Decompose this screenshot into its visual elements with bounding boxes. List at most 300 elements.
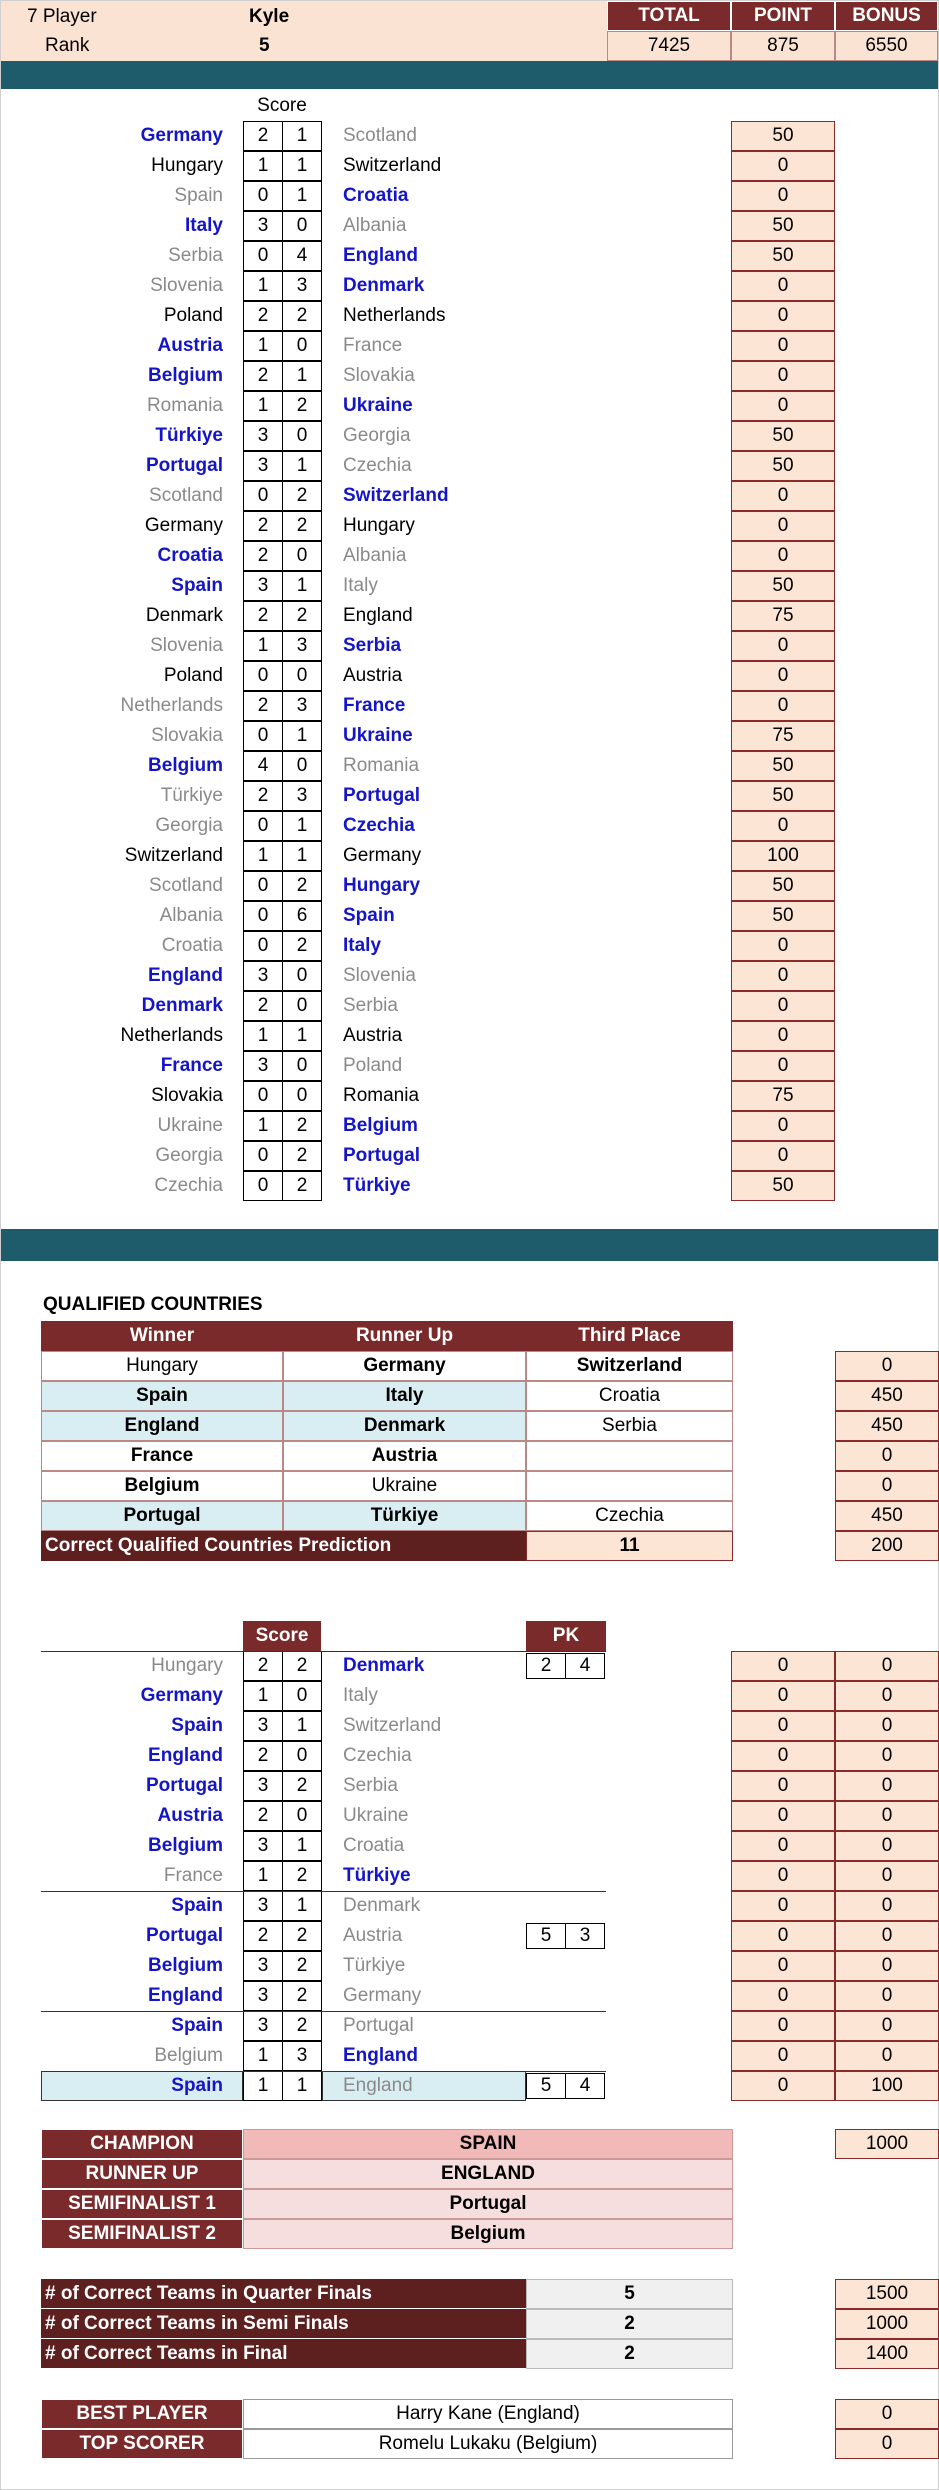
player-label: 7 Player: [27, 6, 97, 27]
group-away-score[interactable]: 2: [282, 391, 322, 421]
group-away-score[interactable]: 2: [282, 1111, 322, 1141]
knockout-away-score[interactable]: 2: [282, 2011, 322, 2041]
qualified-third: Czechia: [526, 1501, 733, 1531]
group-away-score[interactable]: 6: [282, 901, 322, 931]
knockout-home-score[interactable]: 1: [243, 1681, 283, 1711]
group-away-team: Ukraine: [343, 395, 413, 416]
qualified-points: 0: [835, 1471, 939, 1501]
group-away-score[interactable]: 1: [282, 151, 322, 181]
correct-qualified-points: 200: [835, 1531, 939, 1561]
group-home-score[interactable]: 2: [243, 781, 283, 811]
group-away-team: Romania: [343, 1085, 420, 1106]
knockout-home-score[interactable]: 3: [243, 2011, 283, 2041]
group-away-score[interactable]: 4: [282, 241, 322, 271]
group-home-score[interactable]: 0: [243, 871, 283, 901]
correct-teams-points: 1500: [835, 2279, 939, 2309]
qualified-points: 450: [835, 1501, 939, 1531]
knockout-away-score[interactable]: 0: [282, 1681, 322, 1711]
rank-label: Rank: [45, 35, 90, 56]
correct-teams-label: # of Correct Teams in Semi Finals: [41, 2309, 526, 2339]
group-home-score[interactable]: 3: [243, 571, 283, 601]
knockout-home-score[interactable]: 1: [243, 2041, 283, 2071]
group-home-score[interactable]: 2: [243, 511, 283, 541]
group-away-score[interactable]: 1: [282, 811, 322, 841]
group-away-score[interactable]: 2: [282, 601, 322, 631]
group-match-points: 0: [731, 1111, 835, 1141]
knockout-away-score[interactable]: 3: [282, 2041, 322, 2071]
knockout-points: 0: [731, 1981, 835, 2011]
knockout-bonus: 0: [835, 1801, 939, 1831]
knockout-points: 0: [731, 2071, 835, 2101]
group-away-score[interactable]: 0: [282, 211, 322, 241]
group-home-score[interactable]: 3: [243, 211, 283, 241]
group-away-score[interactable]: 1: [282, 451, 322, 481]
group-match-points: 50: [731, 571, 835, 601]
group-match-points: 0: [731, 1051, 835, 1081]
group-match-points: 0: [731, 271, 835, 301]
group-away-score[interactable]: 3: [282, 691, 322, 721]
finals-label: SEMIFINALIST 1: [41, 2189, 243, 2219]
qualified-winner: Hungary: [41, 1351, 283, 1381]
group-away-team: Türkiye: [343, 1175, 411, 1196]
total-value: 7425: [607, 31, 731, 61]
group-home-team: Netherlands: [120, 1025, 223, 1046]
finals-value: Belgium: [243, 2219, 733, 2249]
knockout-away-score[interactable]: 2: [282, 1771, 322, 1801]
knockout-pk-header: PK: [526, 1621, 606, 1651]
group-away-team: Hungary: [343, 515, 415, 536]
group-home-score[interactable]: 0: [243, 931, 283, 961]
group-home-score[interactable]: 0: [243, 811, 283, 841]
group-home-team: Slovakia: [151, 1085, 223, 1106]
knockout-bonus: 0: [835, 1861, 939, 1891]
knockout-home-score[interactable]: 3: [243, 1891, 283, 1921]
group-home-score[interactable]: 0: [243, 241, 283, 271]
group-home-score[interactable]: 3: [243, 451, 283, 481]
knockout-home-team: Portugal: [145, 1775, 223, 1796]
group-home-score[interactable]: 0: [243, 181, 283, 211]
group-away-score[interactable]: 0: [282, 991, 322, 1021]
group-away-team: Italy: [343, 575, 378, 596]
group-away-score[interactable]: 0: [282, 1051, 322, 1081]
knockout-bonus: 0: [835, 1771, 939, 1801]
group-home-team: Italy: [184, 215, 223, 236]
group-home-score[interactable]: 2: [243, 691, 283, 721]
group-home-score[interactable]: 1: [243, 271, 283, 301]
group-home-team: Slovenia: [150, 275, 223, 296]
knockout-away-score[interactable]: 1: [282, 1711, 322, 1741]
knockout-home-score[interactable]: 1: [243, 1861, 283, 1891]
group-away-score[interactable]: 1: [282, 571, 322, 601]
group-match-points: 75: [731, 721, 835, 751]
knockout-bonus: 0: [835, 1891, 939, 1921]
correct-teams-label: # of Correct Teams in Quarter Finals: [41, 2279, 526, 2309]
group-away-score[interactable]: 3: [282, 781, 322, 811]
knockout-away-score[interactable]: 2: [282, 1921, 322, 1951]
section-divider-top: [1, 61, 938, 89]
knockout-home-score[interactable]: 3: [243, 1831, 283, 1861]
qualified-points: 0: [835, 1351, 939, 1381]
knockout-home-team: Spain: [171, 1895, 223, 1916]
total-header: TOTAL: [607, 1, 731, 31]
group-away-team: France: [343, 695, 406, 716]
group-away-team: England: [343, 605, 413, 626]
point-value: 875: [731, 31, 835, 61]
knockout-home-team: Belgium: [154, 2045, 223, 2066]
group-away-team: Denmark: [343, 275, 425, 296]
group-home-score[interactable]: 0: [243, 1081, 283, 1111]
group-away-score[interactable]: 2: [282, 871, 322, 901]
knockout-home-score[interactable]: 3: [243, 1951, 283, 1981]
group-home-team: Türkiye: [155, 425, 223, 446]
group-match-points: 0: [731, 481, 835, 511]
group-home-score[interactable]: 2: [243, 991, 283, 1021]
point-header: POINT: [731, 1, 835, 31]
group-away-score[interactable]: 0: [282, 331, 322, 361]
group-home-team: Poland: [163, 665, 223, 686]
knockout-away-score[interactable]: 2: [282, 1651, 322, 1681]
knockout-bonus: 0: [835, 1921, 939, 1951]
award-label: BEST PLAYER: [41, 2399, 243, 2429]
group-home-team: Netherlands: [120, 695, 223, 716]
group-away-score[interactable]: 2: [282, 481, 322, 511]
group-home-score[interactable]: 2: [243, 601, 283, 631]
group-match-points: 0: [731, 301, 835, 331]
group-home-score[interactable]: 0: [243, 1141, 283, 1171]
group-away-score[interactable]: 1: [282, 721, 322, 751]
group-home-score[interactable]: 2: [243, 541, 283, 571]
group-home-score[interactable]: 0: [243, 1171, 283, 1201]
group-away-team: Netherlands: [343, 305, 446, 326]
qualified-third: Croatia: [526, 1381, 733, 1411]
group-away-score[interactable]: 1: [282, 121, 322, 151]
qualified-runnerup: Germany: [283, 1351, 526, 1381]
group-home-score[interactable]: 1: [243, 391, 283, 421]
group-match-points: 50: [731, 901, 835, 931]
knockout-points: 0: [731, 1861, 835, 1891]
group-away-team: Slovakia: [343, 365, 415, 386]
qualified-header-runnerup: Runner Up: [283, 1321, 526, 1351]
knockout-pk-away[interactable]: 4: [565, 2073, 605, 2099]
award-points: 0: [835, 2429, 939, 2459]
group-home-team: Belgium: [148, 755, 223, 776]
group-match-points: 75: [731, 601, 835, 631]
group-away-score[interactable]: 2: [282, 301, 322, 331]
group-match-points: 0: [731, 991, 835, 1021]
group-home-team: Spain: [171, 575, 223, 596]
knockout-home-score[interactable]: 2: [243, 1921, 283, 1951]
player-name: Kyle: [249, 6, 290, 27]
group-home-team: Croatia: [157, 545, 223, 566]
group-home-score[interactable]: 1: [243, 1021, 283, 1051]
knockout-pk-home[interactable]: 2: [526, 1653, 566, 1679]
knockout-points: 0: [731, 1741, 835, 1771]
correct-qualified-value: 11: [526, 1531, 733, 1561]
group-away-score[interactable]: 1: [282, 181, 322, 211]
group-home-team: Scotland: [149, 485, 223, 506]
knockout-home-team: Austria: [157, 1805, 223, 1826]
group-home-team: Romania: [146, 395, 223, 416]
knockout-points: 0: [731, 1681, 835, 1711]
group-away-team: Serbia: [343, 995, 398, 1016]
group-away-team: Slovenia: [343, 965, 416, 986]
knockout-home-team: Belgium: [148, 1955, 223, 1976]
qualified-third: Serbia: [526, 1411, 733, 1441]
knockout-home-team: Spain: [171, 2075, 223, 2096]
knockout-away-score[interactable]: 0: [282, 1741, 322, 1771]
qualified-winner: France: [41, 1441, 283, 1471]
group-home-team: Switzerland: [124, 845, 223, 866]
knockout-away-score[interactable]: 2: [282, 1861, 322, 1891]
knockout-home-team: Spain: [171, 2015, 223, 2036]
knockout-points: 0: [731, 1921, 835, 1951]
knockout-away-score[interactable]: 2: [282, 1981, 322, 2011]
knockout-home-score[interactable]: 3: [243, 1981, 283, 2011]
bonus-value: 6550: [835, 31, 938, 61]
qualified-runnerup: Austria: [283, 1441, 526, 1471]
group-away-score[interactable]: 0: [282, 541, 322, 571]
group-home-score[interactable]: 2: [243, 301, 283, 331]
group-home-team: Germany: [144, 515, 223, 536]
group-home-team: Poland: [163, 305, 223, 326]
group-home-team: Slovakia: [151, 725, 223, 746]
group-home-team: Scotland: [149, 875, 223, 896]
knockout-pk-home[interactable]: 5: [526, 1923, 566, 1949]
knockout-home-team: France: [163, 1865, 223, 1886]
award-value[interactable]: Romelu Lukaku (Belgium): [243, 2429, 733, 2459]
round-separator: [41, 2071, 606, 2072]
award-value[interactable]: Harry Kane (England): [243, 2399, 733, 2429]
group-away-score[interactable]: 1: [282, 361, 322, 391]
group-match-points: 0: [731, 811, 835, 841]
knockout-pk-home[interactable]: 5: [526, 2073, 566, 2099]
group-home-team: Denmark: [145, 605, 223, 626]
group-home-team: Czechia: [154, 1175, 223, 1196]
group-home-team: Austria: [157, 335, 223, 356]
group-match-points: 0: [731, 391, 835, 421]
group-away-score[interactable]: 1: [282, 841, 322, 871]
knockout-away-team: Ukraine: [343, 1805, 409, 1826]
finals-value: ENGLAND: [243, 2159, 733, 2189]
group-home-score[interactable]: 1: [243, 841, 283, 871]
knockout-home-team: Spain: [171, 1715, 223, 1736]
group-match-points: 50: [731, 871, 835, 901]
knockout-score-header: Score: [243, 1621, 321, 1651]
knockout-home-score[interactable]: 3: [243, 1771, 283, 1801]
group-home-team: Serbia: [168, 245, 223, 266]
qualified-runnerup: Ukraine: [283, 1471, 526, 1501]
group-match-points: 0: [731, 1141, 835, 1171]
group-home-score[interactable]: 1: [243, 331, 283, 361]
group-away-team: Switzerland: [343, 155, 442, 176]
group-away-team: Czechia: [343, 815, 415, 836]
group-away-score[interactable]: 2: [282, 511, 322, 541]
knockout-home-score[interactable]: 2: [243, 1801, 283, 1831]
group-away-team: Austria: [343, 1025, 403, 1046]
knockout-bonus: 0: [835, 2011, 939, 2041]
group-away-score[interactable]: 2: [282, 931, 322, 961]
group-home-team: Albania: [159, 905, 223, 926]
group-home-score[interactable]: 0: [243, 901, 283, 931]
finals-label: RUNNER UP: [41, 2159, 243, 2189]
group-away-team: Belgium: [343, 1115, 418, 1136]
group-home-score[interactable]: 3: [243, 421, 283, 451]
round-separator: [41, 1651, 606, 1652]
knockout-points: 0: [731, 2041, 835, 2071]
group-match-points: 0: [731, 661, 835, 691]
group-away-team: Poland: [343, 1055, 403, 1076]
qualified-points: 450: [835, 1411, 939, 1441]
finals-points: 1000: [835, 2129, 939, 2159]
knockout-away-team: Croatia: [343, 1835, 405, 1856]
knockout-home-team: Hungary: [151, 1655, 223, 1676]
knockout-home-score[interactable]: 3: [243, 1711, 283, 1741]
knockout-home-score[interactable]: 2: [243, 1741, 283, 1771]
group-match-points: 0: [731, 961, 835, 991]
knockout-away-team: Denmark: [343, 1655, 425, 1676]
knockout-away-score[interactable]: 0: [282, 1801, 322, 1831]
finals-value: Portugal: [243, 2189, 733, 2219]
knockout-away-score[interactable]: 2: [282, 1951, 322, 1981]
group-away-team: France: [343, 335, 403, 356]
group-match-points: 0: [731, 1021, 835, 1051]
qualified-points: 450: [835, 1381, 939, 1411]
group-match-points: 0: [731, 181, 835, 211]
knockout-away-team: Türkiye: [343, 1865, 411, 1886]
group-away-team: Austria: [343, 665, 403, 686]
qualified-winner: Portugal: [41, 1501, 283, 1531]
knockout-away-team: Denmark: [343, 1895, 421, 1916]
group-match-points: 100: [731, 841, 835, 871]
knockout-points: 0: [731, 1801, 835, 1831]
knockout-bonus: 0: [835, 1711, 939, 1741]
correct-teams-value: 2: [526, 2339, 733, 2369]
finals-label: CHAMPION: [41, 2129, 243, 2159]
knockout-home-team: Germany: [140, 1685, 223, 1706]
group-away-team: Spain: [343, 905, 395, 926]
knockout-bonus: 0: [835, 1831, 939, 1861]
knockout-away-team: Switzerland: [343, 1715, 442, 1736]
group-match-points: 0: [731, 361, 835, 391]
knockout-home-score[interactable]: 1: [243, 2071, 283, 2101]
group-away-team: Scotland: [343, 125, 417, 146]
knockout-bonus: 100: [835, 2071, 939, 2101]
group-home-score[interactable]: 0: [243, 721, 283, 751]
group-away-team: Albania: [343, 545, 407, 566]
group-home-team: Türkiye: [160, 785, 223, 806]
group-home-score[interactable]: 2: [243, 121, 283, 151]
group-home-team: Denmark: [141, 995, 223, 1016]
group-away-team: Switzerland: [343, 485, 449, 506]
qualified-runnerup: Denmark: [283, 1411, 526, 1441]
group-away-score[interactable]: 0: [282, 661, 322, 691]
group-away-team: Hungary: [343, 875, 421, 896]
group-away-score[interactable]: 0: [282, 751, 322, 781]
qualified-winner: England: [41, 1411, 283, 1441]
group-home-team: Belgium: [148, 365, 223, 386]
group-home-score[interactable]: 2: [243, 361, 283, 391]
knockout-home-team: England: [148, 1985, 223, 2006]
group-away-team: Albania: [343, 215, 407, 236]
group-match-points: 50: [731, 121, 835, 151]
group-home-score[interactable]: 4: [243, 751, 283, 781]
knockout-home-score[interactable]: 2: [243, 1651, 283, 1681]
group-match-points: 0: [731, 691, 835, 721]
knockout-away-team: England: [343, 2075, 413, 2096]
knockout-bonus: 0: [835, 1651, 939, 1681]
qualified-winner: Spain: [41, 1381, 283, 1411]
qualified-third: Switzerland: [526, 1351, 733, 1381]
knockout-away-score[interactable]: 1: [282, 2071, 322, 2101]
knockout-away-team: Germany: [343, 1985, 422, 2006]
group-away-score[interactable]: 3: [282, 631, 322, 661]
knockout-bonus: 0: [835, 1681, 939, 1711]
group-match-points: 50: [731, 241, 835, 271]
knockout-away-score[interactable]: 1: [282, 1831, 322, 1861]
knockout-pk-away[interactable]: 4: [565, 1653, 605, 1679]
group-home-team: Ukraine: [157, 1115, 223, 1136]
knockout-points: 0: [731, 1771, 835, 1801]
round-separator: [41, 2011, 606, 2012]
qualified-runnerup: Türkiye: [283, 1501, 526, 1531]
group-home-score[interactable]: 0: [243, 481, 283, 511]
group-match-points: 0: [731, 931, 835, 961]
finals-value: SPAIN: [243, 2129, 733, 2159]
qualified-runnerup: Italy: [283, 1381, 526, 1411]
knockout-bonus: 0: [835, 2041, 939, 2071]
knockout-bonus: 0: [835, 1951, 939, 1981]
group-home-score[interactable]: 1: [243, 1111, 283, 1141]
qualified-third: [526, 1441, 733, 1471]
group-away-score[interactable]: 2: [282, 1171, 322, 1201]
knockout-home-team: England: [148, 1745, 223, 1766]
qualified-winner: Belgium: [41, 1471, 283, 1501]
group-home-score[interactable]: 1: [243, 631, 283, 661]
group-score-label: Score: [257, 95, 307, 116]
knockout-points: 0: [731, 1651, 835, 1681]
group-away-team: Italy: [343, 935, 382, 956]
knockout-away-score[interactable]: 1: [282, 1891, 322, 1921]
rank-value: 5: [259, 35, 270, 56]
group-away-score[interactable]: 3: [282, 271, 322, 301]
group-match-points: 0: [731, 631, 835, 661]
qualified-header-third: Third Place: [526, 1321, 733, 1351]
knockout-points: 0: [731, 2011, 835, 2041]
knockout-away-team: Serbia: [343, 1775, 398, 1796]
group-away-score[interactable]: 1: [282, 1021, 322, 1051]
group-home-team: Hungary: [151, 155, 223, 176]
bonus-header: BONUS: [835, 1, 938, 31]
group-home-score[interactable]: 0: [243, 661, 283, 691]
group-home-team: Germany: [140, 125, 223, 146]
group-away-team: Czechia: [343, 455, 412, 476]
group-home-score[interactable]: 1: [243, 151, 283, 181]
knockout-points: 0: [731, 1891, 835, 1921]
group-home-score[interactable]: 3: [243, 961, 283, 991]
finals-label: SEMIFINALIST 2: [41, 2219, 243, 2249]
group-home-team: Croatia: [161, 935, 223, 956]
group-home-score[interactable]: 3: [243, 1051, 283, 1081]
group-away-score[interactable]: 0: [282, 961, 322, 991]
group-away-score[interactable]: 0: [282, 1081, 322, 1111]
round-separator: [41, 1891, 606, 1892]
knockout-points: 0: [731, 1711, 835, 1741]
group-away-score[interactable]: 0: [282, 421, 322, 451]
group-away-team: Portugal: [343, 1145, 421, 1166]
group-away-team: England: [343, 245, 418, 266]
group-away-score[interactable]: 2: [282, 1141, 322, 1171]
knockout-pk-away[interactable]: 3: [565, 1923, 605, 1949]
